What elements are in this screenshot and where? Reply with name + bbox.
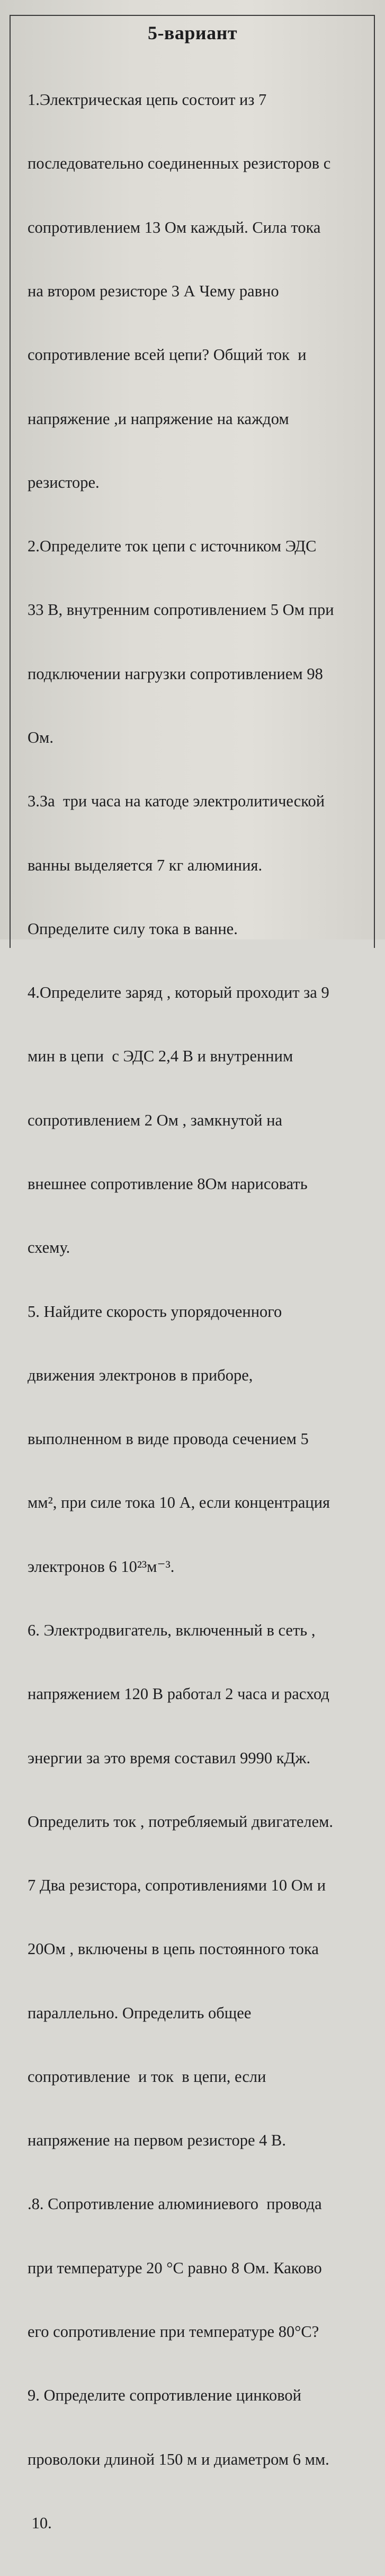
text-line: ванны выделяется 7 кг алюминия. <box>28 856 263 874</box>
text-line: проволоки длиной 150 м и диаметром 6 мм. <box>28 2450 329 2468</box>
text-line: энергии за это время составил 9990 кДж. <box>28 1748 311 1767</box>
variant-title: 5-вариант <box>147 22 238 43</box>
text-line: Определить ток , потребляемый двигателем. <box>28 1812 334 1831</box>
text-line: 7 Два резистора, сопротивлениями 10 Ом и <box>28 1876 326 1895</box>
text-line: 10. <box>28 2513 52 2532</box>
text-line: подключении нагрузки сопротивлением 98 <box>28 664 323 683</box>
text-line: мм², при силе тока 10 А, если концентрация <box>28 1493 330 1512</box>
text-line: при температуре 20 °С равно 8 Ом. Каково <box>28 2258 322 2277</box>
text-line: напряжение ,и напряжение на каждом <box>28 409 289 428</box>
text-line: мин в цепи с ЭДС 2,4 В и внутренним <box>28 1047 293 1066</box>
text-line: 5. Найдите скорость упорядоченного <box>28 1302 282 1321</box>
text-line: напряжение на первом резисторе 4 В. <box>28 2131 286 2150</box>
text-line: последовательно соединенных резисторов с <box>28 154 331 173</box>
text-line: Ом. <box>28 728 53 746</box>
text-line: 1.Электрическая цепь состоит из 7 <box>28 91 267 109</box>
text-line: на втором резисторе 3 А Чему равно <box>28 282 279 301</box>
text-line: сопротивлением 2 Ом , замкнутой на <box>28 1111 283 1129</box>
text-line: 9. Определите сопротивление цинковой <box>28 2386 301 2405</box>
text-line: движения электронов в приборе, <box>28 1366 253 1384</box>
text-line: его сопротивление при температуре 80°С? <box>28 2323 319 2341</box>
text-line: 3.За три часа на катоде электролитической <box>28 792 325 811</box>
text-line: 33 В, внутренним сопротивлением 5 Ом при <box>28 601 334 619</box>
text-line: выполненном в виде провода сечением 5 <box>28 1430 309 1448</box>
text-line: резисторе. <box>28 473 100 491</box>
text-line: схему. <box>28 1238 70 1257</box>
text-line: электронов 6 10²³м⁻³. <box>28 1557 175 1576</box>
text-line: .8. Сопротивление алюминиевого провода <box>28 2195 322 2213</box>
text-line: Определите силу тока в ванне. <box>28 919 238 938</box>
text-line: внешнее сопротивление 8Ом нарисовать <box>28 1174 308 1193</box>
text-line: 2.Определите ток цепи с источником ЭДС <box>28 537 317 556</box>
text-line: 4.Определите заряд , который проходит за 9 <box>28 983 329 1002</box>
text-line: сопротивление и ток в цепи, если <box>28 2067 266 2086</box>
text-line: сопротивлением 13 Ом каждый. Сила тока <box>28 218 321 236</box>
text-line: напряжением 120 В работал 2 часа и расход <box>28 1685 329 1703</box>
text-line: сопротивление всей цепи? Общий ток и <box>28 346 307 364</box>
text-line: 6. Электродвигатель, включенный в сеть , <box>28 1621 316 1639</box>
problem-list <box>28 47 377 2576</box>
text-line: 20Ом , включены в цепь постоянного тока <box>28 1940 319 1958</box>
text-line: параллельно. Определить общее <box>28 2003 252 2022</box>
